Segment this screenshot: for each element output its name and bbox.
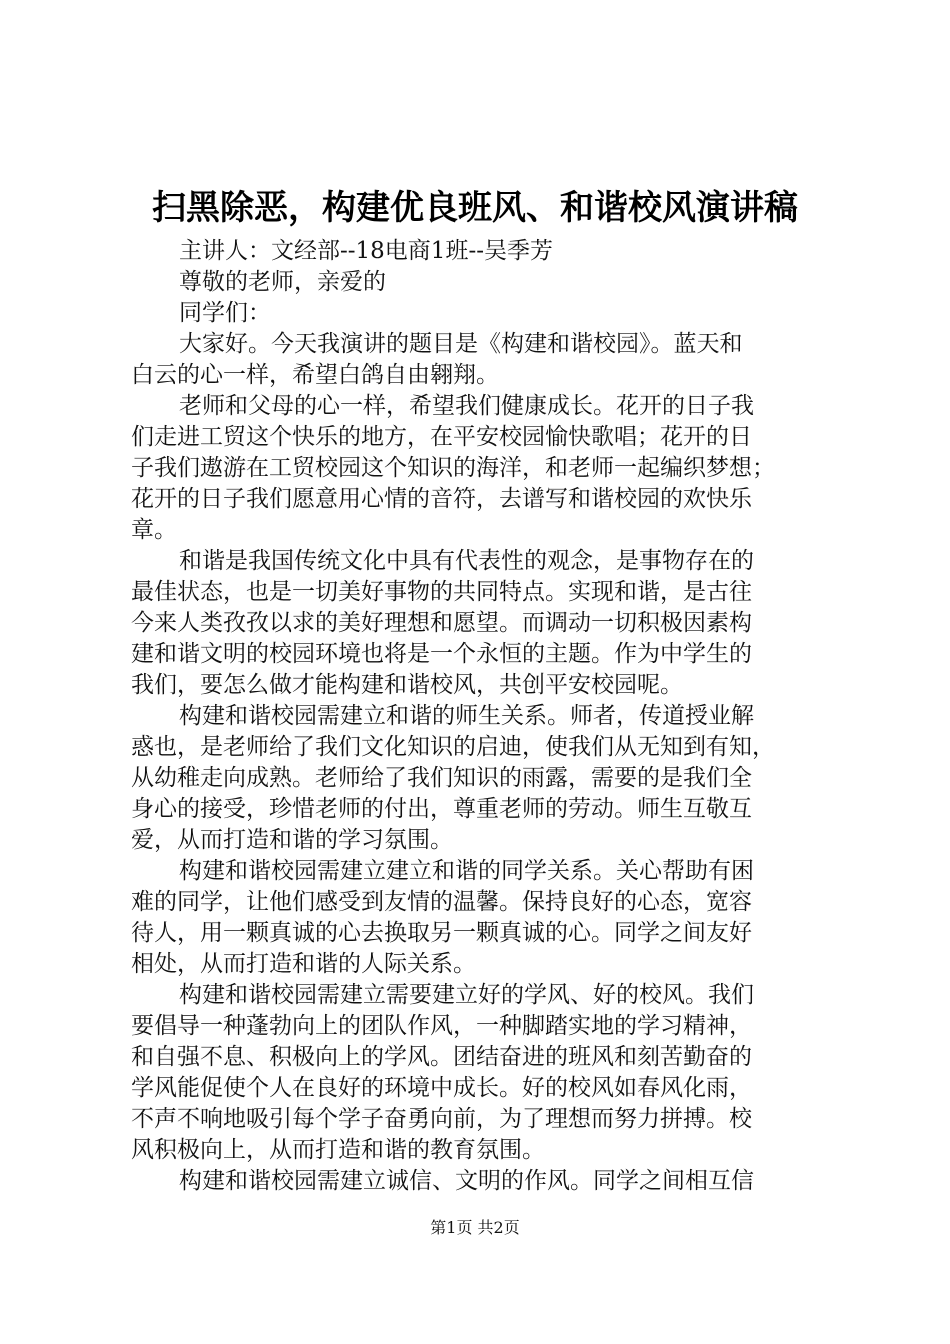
paragraph-5-line-4: 相处，从而打造和谐的人际关系。 bbox=[131, 951, 476, 977]
paragraph-4-line-2: 惑也，是老师给了我们文化知识的启迪，使我们从无知到有知， bbox=[131, 734, 775, 760]
paragraph-1-line-1: 大家好。今天我演讲的题目是《构建和谐校园》。蓝天和 bbox=[179, 331, 743, 357]
paragraph-4-line-4: 身心的接受，珍惜老师的付出，尊重老师的劳动。师生互敬互 bbox=[131, 796, 752, 822]
paragraph-5-line-2: 难的同学，让他们感受到友情的温馨。保持良好的心态，宽容 bbox=[131, 889, 752, 915]
paragraph-6-line-2: 要倡导一种蓬勃向上的团队作风，一种脚踏实地的学习精神， bbox=[131, 1013, 752, 1039]
paragraph-4-line-1: 构建和谐校园需建立和谐的师生关系。师者，传道授业解 bbox=[179, 703, 754, 729]
greeting-line-1: 尊敬的老师，亲爱的 bbox=[179, 269, 386, 295]
paragraph-6-line-4: 学风能促使个人在良好的环境中成长。好的校风如春风化雨， bbox=[131, 1075, 752, 1101]
paragraph-6-line-5: 不声不响地吸引每个学子奋勇向前，为了理想而努力拼搏。校 bbox=[131, 1106, 752, 1132]
paragraph-5-line-3: 待人，用一颗真诚的心去换取另一颗真诚的心。同学之间友好 bbox=[131, 920, 752, 946]
paragraph-2-line-1: 老师和父母的心一样，希望我们健康成长。花开的日子我 bbox=[179, 393, 754, 419]
paragraph-2-line-4: 花开的日子我们愿意用心情的音符，去谱写和谐校园的欢快乐 bbox=[131, 486, 752, 512]
paragraph-2-line-2: 们走进工贸这个快乐的地方，在平安校园愉快歌唱；花开的日 bbox=[131, 424, 752, 450]
greeting-line-2: 同学们： bbox=[179, 300, 271, 326]
paragraph-7-line-1: 构建和谐校园需建立诚信、文明的作风。同学之间相互信 bbox=[179, 1168, 754, 1194]
paragraph-2-line-3: 子我们遨游在工贸校园这个知识的海洋，和老师一起编织梦想； bbox=[131, 455, 775, 481]
paragraph-3-line-2: 最佳状态，也是一切美好事物的共同特点。实现和谐，是古往 bbox=[131, 579, 752, 605]
paragraph-3-line-3: 今来人类孜孜以求的美好理想和愿望。而调动一切积极因素构 bbox=[131, 610, 752, 636]
paragraph-1-line-2: 白云的心一样，希望白鸽自由翱翔。 bbox=[131, 362, 499, 388]
paragraph-5-line-1: 构建和谐校园需建立建立和谐的同学关系。关心帮助有困 bbox=[179, 858, 754, 884]
speaker-line: 主讲人：文经部--18电商1班--吴季芳 bbox=[179, 238, 553, 264]
paragraph-3-line-1: 和谐是我国传统文化中具有代表性的观念，是事物存在的 bbox=[179, 548, 754, 574]
paragraph-2-line-5: 章。 bbox=[131, 517, 177, 543]
paragraph-4-line-5: 爱，从而打造和谐的学习氛围。 bbox=[131, 827, 453, 853]
paragraph-6-line-3: 和自强不息、积极向上的学风。团结奋进的班风和刻苦勤奋的 bbox=[131, 1044, 752, 1070]
paragraph-3-line-4: 建和谐文明的校园环境也将是一个永恒的主题。作为中学生的 bbox=[131, 641, 752, 667]
paragraph-6-line-6: 风积极向上，从而打造和谐的教育氛围。 bbox=[131, 1137, 545, 1163]
paragraph-3-line-5: 我们，要怎么做才能构建和谐校风，共创平安校园呢。 bbox=[131, 672, 683, 698]
document-body bbox=[131, 236, 831, 1197]
paragraph-4-line-3: 从幼稚走向成熟。老师给了我们知识的雨露，需要的是我们全 bbox=[131, 765, 752, 791]
paragraph-6-line-1: 构建和谐校园需建立需要建立好的学风、好的校风。我们 bbox=[179, 982, 754, 1008]
document-title: 扫黑除恶，构建优良班风、和谐校风演讲稿 bbox=[152, 188, 798, 228]
page-footer: 第1页 共2页 bbox=[430, 1218, 520, 1237]
